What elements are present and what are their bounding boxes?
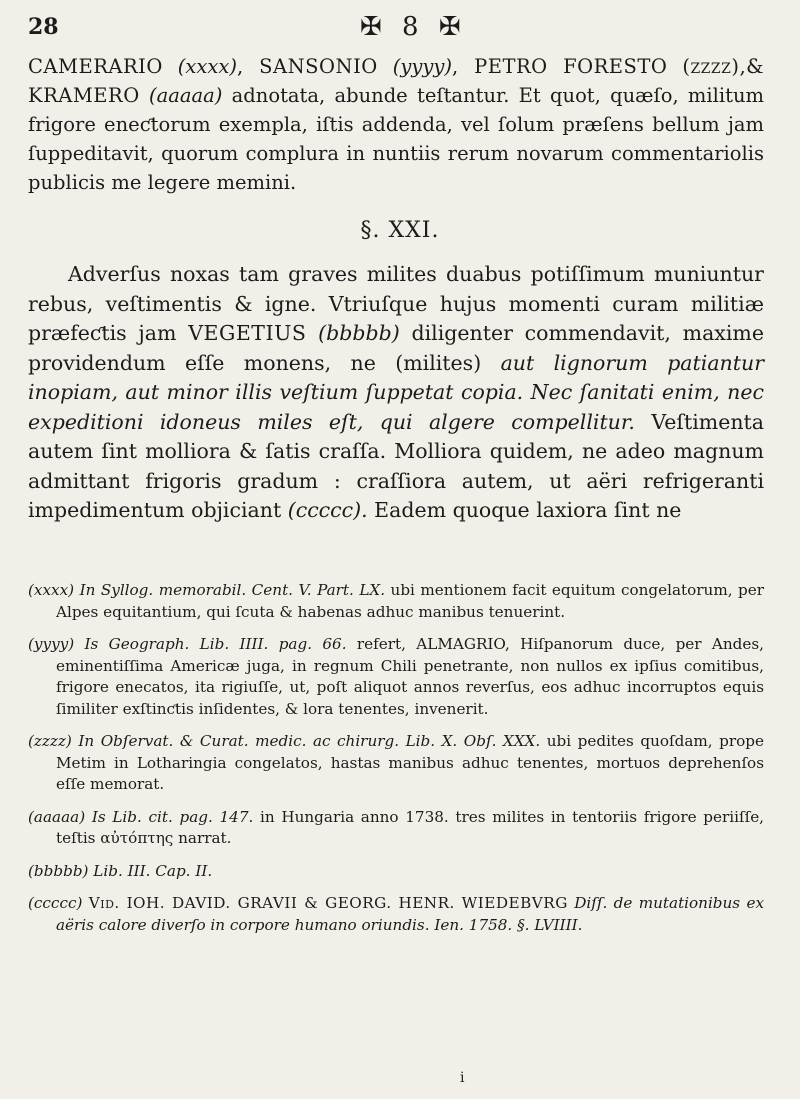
intro-text: adnotata, abunde teſtantur. Et quot, quæſo, militum frigore eneƈtorum exempla, iſtis addenda, vel ſolum præſens bellum jam ſuppeditavit, quorum complura in nuntiis rerum novarum commentariolis publicis me legere memini. bbox=[28, 84, 765, 194]
footnote-source: Is Geograph. Lib. IIII. pag. 66. bbox=[84, 635, 347, 653]
footnote-text: Diſſ. de mutationibus ex aëris calore diverſo in corpore humano oriundis. Ien. 1758. §. LVIIII. bbox=[56, 894, 765, 934]
footnote-mark: (ccccc) bbox=[28, 894, 83, 912]
footnote-text: ubi mentionem facit equitum congelatorum, per Alpes equitantium, qui ſcuta & habenas adhuc manibus tenuerint. bbox=[56, 581, 764, 621]
footnote-ref-ccccc: (ccccc). bbox=[287, 498, 368, 522]
author-vegetius: VEGETIUS bbox=[188, 321, 307, 345]
footnote-text: ubi pedites quoſdam, prope Metim in Lotharingia congelatos, hastas manibus adhuc tenentes, mortuos deprehenſos eſſe memorat. bbox=[56, 732, 765, 793]
footnote-mark: (yyyy) bbox=[28, 635, 75, 653]
para-text-2: diligenter commendavit, maxime providendum eſſe monens, ne (milites) bbox=[28, 321, 764, 375]
header-ornament: ✠ 8 ✠ bbox=[360, 12, 467, 42]
quotation-vegetius: aut lignorum patiantur inopiam, aut minor illis veſtium ſuppetat copia. Nec ſanitati enim, nec expeditioni idoneus miles eſt, qui algere compellitur. bbox=[28, 350, 764, 434]
footnote bbox=[28, 807, 764, 850]
author-foresto: , PETRO FORESTO bbox=[452, 55, 668, 78]
footnote bbox=[28, 634, 764, 720]
page-number: 28 bbox=[28, 14, 59, 40]
footnote-ref-aaaaa: (aaaaa) bbox=[149, 84, 223, 107]
footnote bbox=[28, 861, 764, 883]
footnote-ref-xxxx: (xxxx) bbox=[177, 55, 238, 78]
footnote-text: in Hungaria anno 1738. tres milites in tentoriis frigore periiſſe, teſtis αὐτόπτης narrat. bbox=[56, 807, 765, 847]
page-header bbox=[28, 10, 778, 50]
author-kramero: (zzzz),& KRAMERO bbox=[28, 55, 765, 107]
footnote-source: In Obſervat. & Curat. medic. ac chirurg. Lib. X. Obſ. XXX. bbox=[78, 732, 541, 750]
footnote-text: refert, ALMAGRIO, Hiſpanorum duce, per Andes, eminentiſſima Americæ juga, in regnum Chili penetrante, non nullos ex ipſius comitibus, frigore enecatos, ita rigiuſſe, ut, poſt aliquot annos reverſus, eos adhuc incorruptos equis ſimiliter exſtinƈtis inſidentes, & lora tenentes, invenerit. bbox=[56, 635, 764, 718]
author-sansonio: , SANSONIO bbox=[237, 55, 378, 78]
footnote-mark: (bbbbb) bbox=[28, 861, 89, 880]
footnote bbox=[28, 580, 764, 623]
para-text-4: Eadem quoque laxiora ſint ne bbox=[374, 498, 682, 522]
footnote-mark: (xxxx) bbox=[28, 581, 75, 599]
para-text-3: Veſtimenta autem ſint molliora & ſatis craſſa. Molliora quidem, ne adeo magnum admittant frigoris gradum : craſſiora autem, ut aëri refrigeranti impedimentum objiciant bbox=[28, 409, 764, 522]
footnote bbox=[28, 893, 764, 936]
intro-paragraph bbox=[28, 52, 764, 197]
main-paragraph bbox=[28, 260, 764, 526]
footnote-mark: (zzzz) bbox=[28, 732, 72, 750]
footnote-source: Is Lib. cit. pag. 147. bbox=[91, 807, 254, 826]
signature-mark: i bbox=[460, 1070, 465, 1086]
footnote-source: Vid. IOH. DAVID. GRAVII & GEORG. HENR. WIEDEBVRG bbox=[88, 894, 568, 912]
para-text-1: Adverſus noxas tam graves milites duabus potiſſimum muniuntur rebus, veſtimentis & igne. Vtriuſque hujus momenti curam militiæ præfeƈtis jam bbox=[28, 262, 764, 345]
footnote-ref-bbbbb: (bbbbb) bbox=[318, 321, 400, 345]
footnote-ref-yyyy: (yyyy) bbox=[392, 55, 452, 78]
footnote bbox=[28, 731, 764, 796]
footnotes bbox=[28, 580, 764, 947]
author-camerario: CAMERARIO bbox=[28, 55, 163, 78]
footnote-source: Lib. III. Cap. II. bbox=[93, 861, 213, 880]
section-heading: §. XXI. bbox=[360, 218, 440, 243]
footnote-mark: (aaaaa) bbox=[28, 807, 86, 826]
footnote-source: In Syllog. memorabil. Cent. V. Part. LX. bbox=[79, 581, 386, 599]
